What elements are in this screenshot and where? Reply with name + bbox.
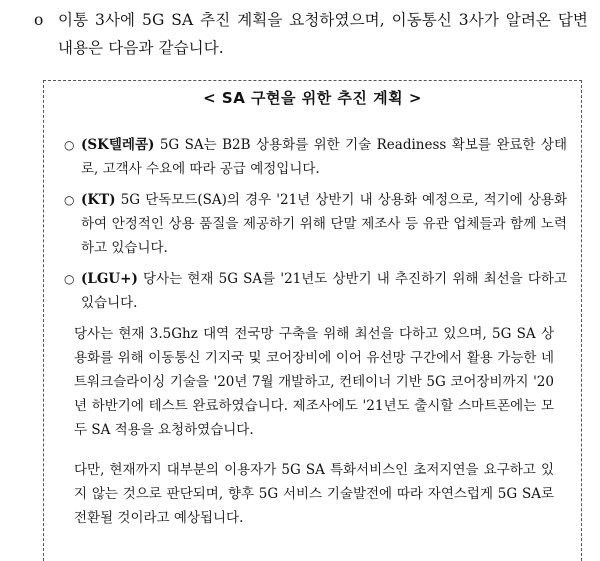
item-skt — [64, 133, 567, 181]
intro-text: 이통 3사에 5G SA 추진 계획을 요청하였으며, 이동통신 3사가 알려온 답변 내용은 다음과 같습니다. — [58, 11, 588, 57]
item-lgu — [64, 267, 567, 315]
box-title: < SA 구현을 위한 추진 계획 > — [203, 89, 422, 107]
lgu-paragraph-2: 다만, 현재까지 대부분의 이용자가 5G SA 특화서비스인 초저지연을 요구하고 있지 않는 것으로 판단되며, 향후 5G 서비스 기술발전에 따라 자연스럽게 5G SA로 전환될 것이라고 예상됩니다. — [74, 462, 554, 526]
item-bullet: ○ — [64, 193, 75, 207]
lgu-paragraph-1: 당사는 현재 3.5Ghz 대역 전국망 구축을 위해 최선을 다하고 있으며, 5G SA 상용화를 위해 이동통신 기지국 및 코어장비에 이어 유선망 구간에서 활용 가능한 네트워크슬라이싱 기술을 '20년 7월 개발하고, 컨테이너 기반 5G 코어장비까지 '20년 하반기에 테스트 완료하였습니다. 제조사에도 '21년도 출시할 스마트폰에는 모두 SA 적용을 요청하였습니다. — [74, 326, 554, 438]
item-bullet: ○ — [64, 272, 75, 286]
item-text: 5G 단독모드(SA)의 경우 '21년 상반기 내 상용화 예정으로, 적기에 상용화하여 안정적인 상용 품질을 제공하기 위해 단말 제조사 등 유관 업체들과 함께 노력하고 있습니다. — [81, 192, 567, 256]
item-text: 당사는 현재 5G SA를 '21년도 상반기 내 추진하기 위해 최선을 다하고 있습니다. — [81, 271, 567, 311]
intro-paragraph — [34, 6, 588, 62]
intro-bullet: o — [34, 11, 44, 29]
item-tag: (KT) — [81, 192, 116, 208]
item-kt — [64, 188, 567, 260]
item-bullet: ○ — [64, 138, 75, 152]
item-tag: (SK텔레콤) — [81, 137, 155, 153]
item-text: 5G SA는 B2B 상용화를 위한 기술 Readiness 확보를 완료한 상태로, 고객사 수요에 따라 공급 예정입니다. — [81, 137, 567, 177]
item-tag: (LGU+) — [81, 271, 138, 287]
